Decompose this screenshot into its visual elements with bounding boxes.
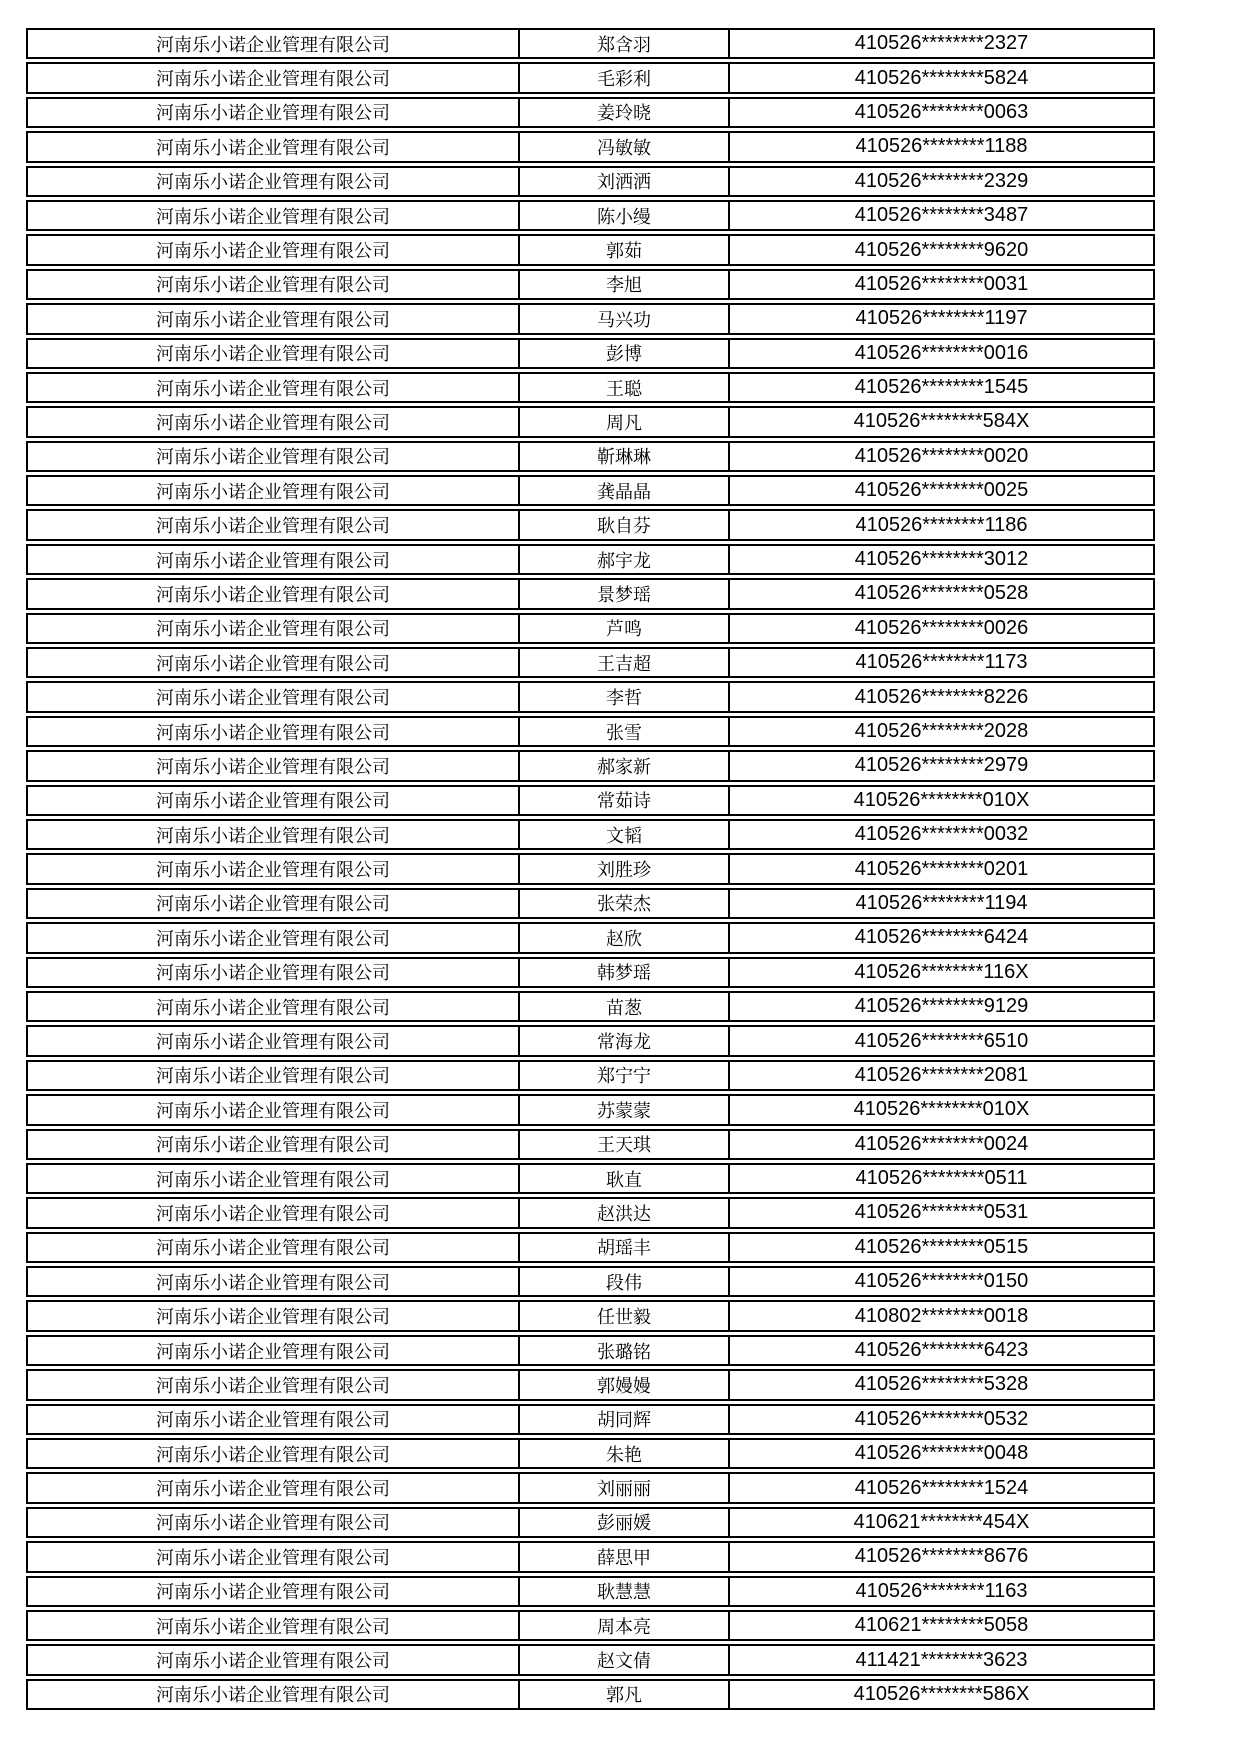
table-row (26, 1644, 1155, 1675)
person-name-cell: 耿直 (520, 1163, 730, 1194)
person-name-cell: 郭凡 (520, 1679, 730, 1710)
company-cell: 河南乐小诺企业管理有限公司 (26, 1129, 520, 1160)
company-cell: 河南乐小诺企业管理有限公司 (26, 1472, 520, 1503)
person-name-cell: 李哲 (520, 681, 730, 712)
id-number-cell: 410526********586X (730, 1679, 1155, 1710)
person-name-cell: 苗葱 (520, 991, 730, 1022)
person-name-cell: 郑宁宁 (520, 1060, 730, 1091)
company-cell: 河南乐小诺企业管理有限公司 (26, 1576, 520, 1607)
id-number-cell: 410526********0511 (730, 1163, 1155, 1194)
table-row (26, 1404, 1155, 1435)
person-name-cell: 马兴功 (520, 303, 730, 334)
company-cell: 河南乐小诺企业管理有限公司 (26, 1266, 520, 1297)
id-number-cell: 410526********010X (730, 1094, 1155, 1125)
company-cell: 河南乐小诺企业管理有限公司 (26, 853, 520, 884)
person-name-cell: 王聪 (520, 372, 730, 403)
company-cell: 河南乐小诺企业管理有限公司 (26, 406, 520, 437)
table-row (26, 888, 1155, 919)
id-number-cell: 410526********8226 (730, 681, 1155, 712)
id-number-cell: 410526********0150 (730, 1266, 1155, 1297)
table-row (26, 234, 1155, 265)
company-cell: 河南乐小诺企业管理有限公司 (26, 166, 520, 197)
person-name-cell: 陈小缦 (520, 200, 730, 231)
id-number-cell: 410526********584X (730, 406, 1155, 437)
company-cell: 河南乐小诺企业管理有限公司 (26, 338, 520, 369)
person-name-cell: 张雪 (520, 716, 730, 747)
table-row (26, 819, 1155, 850)
person-name-cell: 李旭 (520, 269, 730, 300)
id-number-cell: 410526********6423 (730, 1335, 1155, 1366)
person-name-cell: 耿自芬 (520, 509, 730, 540)
company-cell: 河南乐小诺企业管理有限公司 (26, 1610, 520, 1641)
person-name-cell: 冯敏敏 (520, 131, 730, 162)
table-row (26, 1266, 1155, 1297)
person-name-cell: 刘丽丽 (520, 1472, 730, 1503)
person-name-cell: 龚晶晶 (520, 475, 730, 506)
id-number-cell: 410526********3487 (730, 200, 1155, 231)
company-cell: 河南乐小诺企业管理有限公司 (26, 681, 520, 712)
person-name-cell: 张荣杰 (520, 888, 730, 919)
id-number-cell: 410526********9129 (730, 991, 1155, 1022)
person-name-cell: 景梦瑶 (520, 578, 730, 609)
person-name-cell: 郭茹 (520, 234, 730, 265)
roster-table (26, 25, 1155, 1713)
company-cell: 河南乐小诺企业管理有限公司 (26, 1232, 520, 1263)
company-cell: 河南乐小诺企业管理有限公司 (26, 509, 520, 540)
person-name-cell: 胡瑶丰 (520, 1232, 730, 1263)
table-row (26, 1438, 1155, 1469)
company-cell: 河南乐小诺企业管理有限公司 (26, 269, 520, 300)
id-number-cell: 410526********1197 (730, 303, 1155, 334)
person-name-cell: 任世毅 (520, 1300, 730, 1331)
person-name-cell: 赵欣 (520, 922, 730, 953)
table-row (26, 1541, 1155, 1572)
person-name-cell: 薛思甲 (520, 1541, 730, 1572)
id-number-cell: 410621********5058 (730, 1610, 1155, 1641)
person-name-cell: 彭丽媛 (520, 1507, 730, 1538)
person-name-cell: 郭嫚嫚 (520, 1369, 730, 1400)
company-cell: 河南乐小诺企业管理有限公司 (26, 1404, 520, 1435)
id-number-cell: 410802********0018 (730, 1300, 1155, 1331)
table-row (26, 269, 1155, 300)
id-number-cell: 410526********0201 (730, 853, 1155, 884)
company-cell: 河南乐小诺企业管理有限公司 (26, 647, 520, 678)
company-cell: 河南乐小诺企业管理有限公司 (26, 1163, 520, 1194)
table-row (26, 303, 1155, 334)
id-number-cell: 410526********0025 (730, 475, 1155, 506)
id-number-cell: 410526********1524 (730, 1472, 1155, 1503)
table-row (26, 166, 1155, 197)
person-name-cell: 刘洒洒 (520, 166, 730, 197)
id-number-cell: 410526********0528 (730, 578, 1155, 609)
id-number-cell: 410526********1545 (730, 372, 1155, 403)
person-name-cell: 赵文倩 (520, 1644, 730, 1675)
id-number-cell: 410526********1173 (730, 647, 1155, 678)
person-name-cell: 苏蒙蒙 (520, 1094, 730, 1125)
id-number-cell: 410526********0032 (730, 819, 1155, 850)
table-row (26, 28, 1155, 59)
company-cell: 河南乐小诺企业管理有限公司 (26, 200, 520, 231)
company-cell: 河南乐小诺企业管理有限公司 (26, 28, 520, 59)
company-cell: 河南乐小诺企业管理有限公司 (26, 716, 520, 747)
table-row (26, 681, 1155, 712)
table-row (26, 785, 1155, 816)
table-row (26, 1507, 1155, 1538)
person-name-cell: 段伟 (520, 1266, 730, 1297)
id-number-cell: 410526********2028 (730, 716, 1155, 747)
id-number-cell: 410526********2979 (730, 750, 1155, 781)
table-row (26, 613, 1155, 644)
id-number-cell: 410526********5824 (730, 62, 1155, 93)
table-row (26, 1369, 1155, 1400)
table-row (26, 1335, 1155, 1366)
id-number-cell: 410526********9620 (730, 234, 1155, 265)
person-name-cell: 毛彩利 (520, 62, 730, 93)
table-row (26, 1232, 1155, 1263)
table-row (26, 1094, 1155, 1125)
person-name-cell: 耿慧慧 (520, 1576, 730, 1607)
table-row (26, 62, 1155, 93)
table-row (26, 1576, 1155, 1607)
table-row (26, 475, 1155, 506)
person-name-cell: 王吉超 (520, 647, 730, 678)
id-number-cell: 410526********0031 (730, 269, 1155, 300)
company-cell: 河南乐小诺企业管理有限公司 (26, 1369, 520, 1400)
person-name-cell: 王天琪 (520, 1129, 730, 1160)
person-name-cell: 彭博 (520, 338, 730, 369)
company-cell: 河南乐小诺企业管理有限公司 (26, 750, 520, 781)
company-cell: 河南乐小诺企业管理有限公司 (26, 62, 520, 93)
person-name-cell: 郑含羽 (520, 28, 730, 59)
company-cell: 河南乐小诺企业管理有限公司 (26, 544, 520, 575)
company-cell: 河南乐小诺企业管理有限公司 (26, 1197, 520, 1228)
roster-table-body (26, 28, 1155, 1710)
id-number-cell: 410526********6510 (730, 1025, 1155, 1056)
table-row (26, 750, 1155, 781)
table-row (26, 97, 1155, 128)
person-name-cell: 韩梦瑶 (520, 957, 730, 988)
company-cell: 河南乐小诺企业管理有限公司 (26, 1507, 520, 1538)
table-row (26, 1610, 1155, 1641)
id-number-cell: 410526********0024 (730, 1129, 1155, 1160)
id-number-cell: 410526********0515 (730, 1232, 1155, 1263)
table-row (26, 1163, 1155, 1194)
id-number-cell: 410526********0016 (730, 338, 1155, 369)
person-name-cell: 赵洪达 (520, 1197, 730, 1228)
person-name-cell: 郝家新 (520, 750, 730, 781)
company-cell: 河南乐小诺企业管理有限公司 (26, 475, 520, 506)
id-number-cell: 410621********454X (730, 1507, 1155, 1538)
company-cell: 河南乐小诺企业管理有限公司 (26, 888, 520, 919)
company-cell: 河南乐小诺企业管理有限公司 (26, 303, 520, 334)
table-row (26, 131, 1155, 162)
table-row (26, 372, 1155, 403)
company-cell: 河南乐小诺企业管理有限公司 (26, 1094, 520, 1125)
person-name-cell: 姜玲晓 (520, 97, 730, 128)
id-number-cell: 410526********5328 (730, 1369, 1155, 1400)
id-number-cell: 411421********3623 (730, 1644, 1155, 1675)
person-name-cell: 周凡 (520, 406, 730, 437)
company-cell: 河南乐小诺企业管理有限公司 (26, 372, 520, 403)
table-row (26, 338, 1155, 369)
id-number-cell: 410526********0026 (730, 613, 1155, 644)
person-name-cell: 靳琳琳 (520, 441, 730, 472)
company-cell: 河南乐小诺企业管理有限公司 (26, 785, 520, 816)
company-cell: 河南乐小诺企业管理有限公司 (26, 441, 520, 472)
table-row (26, 922, 1155, 953)
table-row (26, 991, 1155, 1022)
table-row (26, 716, 1155, 747)
company-cell: 河南乐小诺企业管理有限公司 (26, 1679, 520, 1710)
company-cell: 河南乐小诺企业管理有限公司 (26, 1060, 520, 1091)
id-number-cell: 410526********2327 (730, 28, 1155, 59)
table-row (26, 544, 1155, 575)
table-row (26, 441, 1155, 472)
table-row (26, 1300, 1155, 1331)
company-cell: 河南乐小诺企业管理有限公司 (26, 1025, 520, 1056)
id-number-cell: 410526********1186 (730, 509, 1155, 540)
table-row (26, 1129, 1155, 1160)
company-cell: 河南乐小诺企业管理有限公司 (26, 1541, 520, 1572)
id-number-cell: 410526********6424 (730, 922, 1155, 953)
id-number-cell: 410526********8676 (730, 1541, 1155, 1572)
id-number-cell: 410526********0532 (730, 1404, 1155, 1435)
person-name-cell: 朱艳 (520, 1438, 730, 1469)
table-row (26, 578, 1155, 609)
id-number-cell: 410526********3012 (730, 544, 1155, 575)
company-cell: 河南乐小诺企业管理有限公司 (26, 819, 520, 850)
table-row (26, 1679, 1155, 1710)
id-number-cell: 410526********116X (730, 957, 1155, 988)
person-name-cell: 刘胜珍 (520, 853, 730, 884)
person-name-cell: 常海龙 (520, 1025, 730, 1056)
company-cell: 河南乐小诺企业管理有限公司 (26, 1300, 520, 1331)
company-cell: 河南乐小诺企业管理有限公司 (26, 131, 520, 162)
table-row (26, 1472, 1155, 1503)
company-cell: 河南乐小诺企业管理有限公司 (26, 578, 520, 609)
table-row (26, 509, 1155, 540)
company-cell: 河南乐小诺企业管理有限公司 (26, 1644, 520, 1675)
id-number-cell: 410526********010X (730, 785, 1155, 816)
table-row (26, 200, 1155, 231)
id-number-cell: 410526********1163 (730, 1576, 1155, 1607)
id-number-cell: 410526********0020 (730, 441, 1155, 472)
table-row (26, 853, 1155, 884)
company-cell: 河南乐小诺企业管理有限公司 (26, 1335, 520, 1366)
table-row (26, 1060, 1155, 1091)
company-cell: 河南乐小诺企业管理有限公司 (26, 97, 520, 128)
company-cell: 河南乐小诺企业管理有限公司 (26, 1438, 520, 1469)
id-number-cell: 410526********2329 (730, 166, 1155, 197)
id-number-cell: 410526********0531 (730, 1197, 1155, 1228)
person-name-cell: 周本亮 (520, 1610, 730, 1641)
table-row (26, 1197, 1155, 1228)
table-row (26, 406, 1155, 437)
person-name-cell: 芦鸣 (520, 613, 730, 644)
id-number-cell: 410526********0048 (730, 1438, 1155, 1469)
company-cell: 河南乐小诺企业管理有限公司 (26, 957, 520, 988)
id-number-cell: 410526********0063 (730, 97, 1155, 128)
table-row (26, 957, 1155, 988)
id-number-cell: 410526********1188 (730, 131, 1155, 162)
person-name-cell: 张璐铭 (520, 1335, 730, 1366)
person-name-cell: 文韬 (520, 819, 730, 850)
person-name-cell: 郝宇龙 (520, 544, 730, 575)
company-cell: 河南乐小诺企业管理有限公司 (26, 922, 520, 953)
id-number-cell: 410526********2081 (730, 1060, 1155, 1091)
table-row (26, 1025, 1155, 1056)
company-cell: 河南乐小诺企业管理有限公司 (26, 613, 520, 644)
company-cell: 河南乐小诺企业管理有限公司 (26, 991, 520, 1022)
company-cell: 河南乐小诺企业管理有限公司 (26, 234, 520, 265)
table-row (26, 647, 1155, 678)
person-name-cell: 常茹诗 (520, 785, 730, 816)
id-number-cell: 410526********1194 (730, 888, 1155, 919)
person-name-cell: 胡同辉 (520, 1404, 730, 1435)
